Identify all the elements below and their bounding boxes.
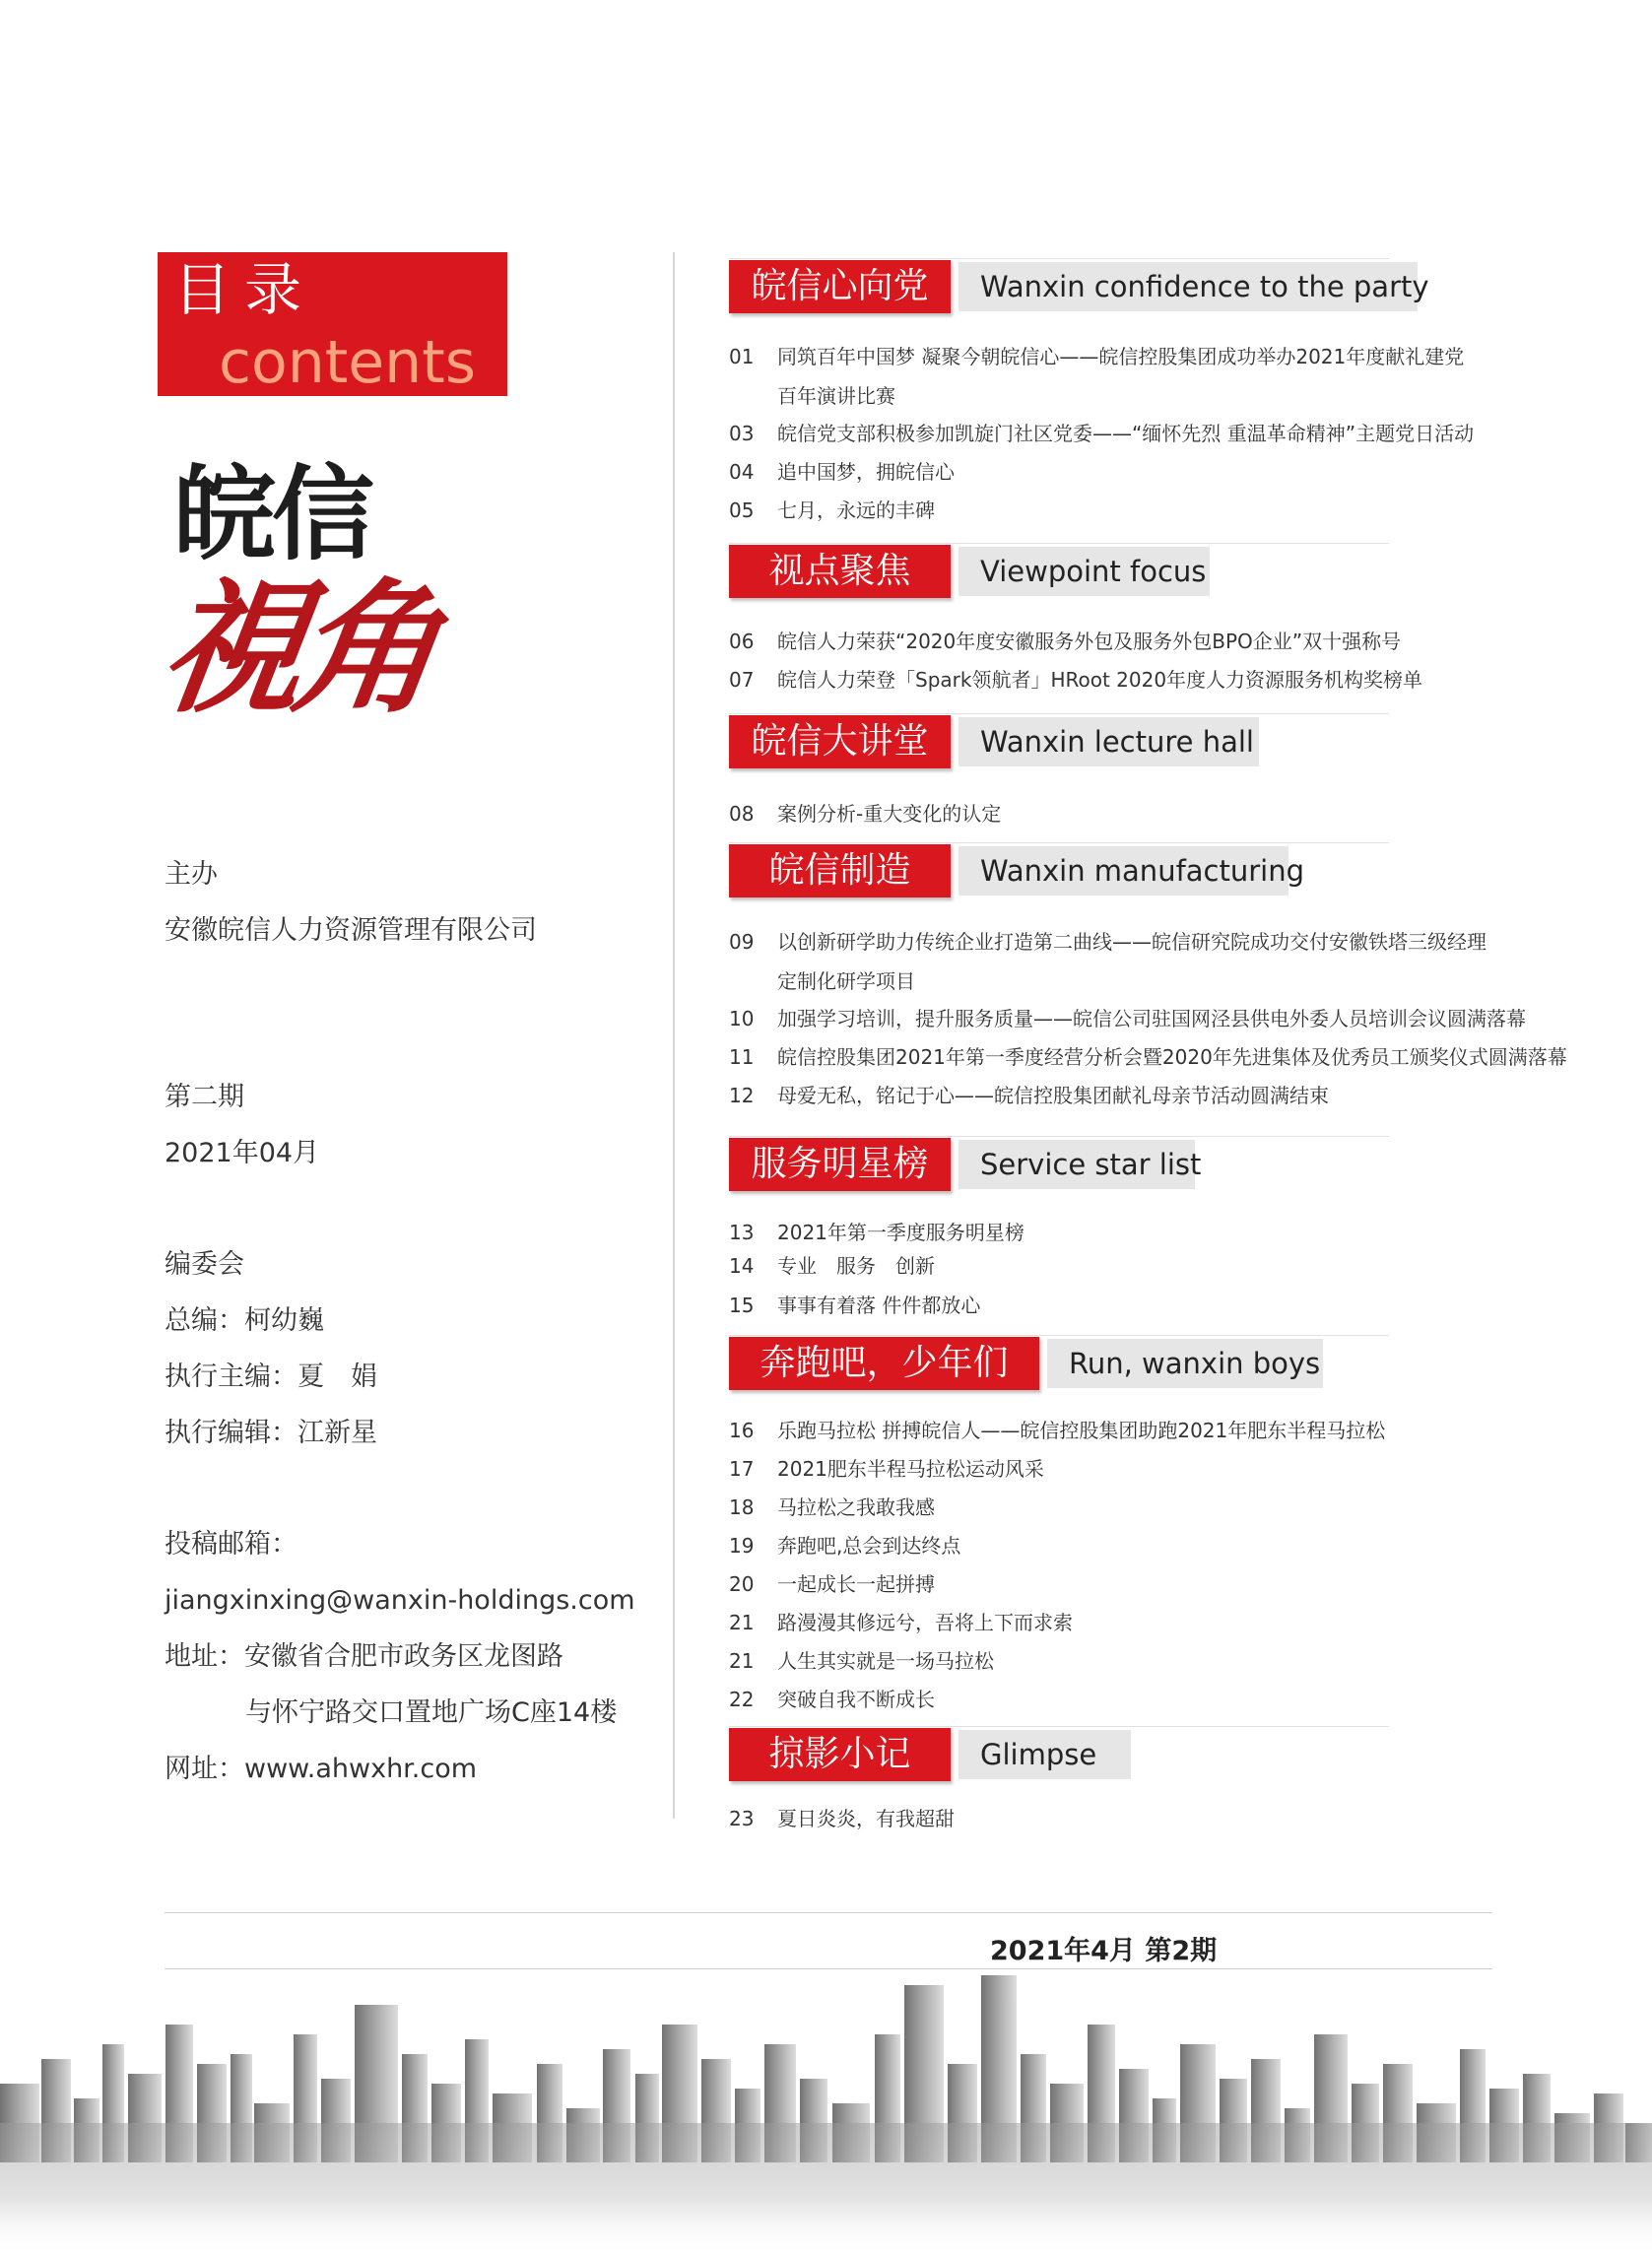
toc-item-title[interactable]: 皖信控股集团2021年第一季度经营分析会暨2020年先进集体及优秀员工颁奖仪式圆满落幕	[777, 1045, 1567, 1069]
footer-top-rule	[165, 1912, 1492, 1913]
toc-item-number: 16	[729, 1419, 755, 1442]
toc-item-title[interactable]: 一起成长一起拼搏	[777, 1572, 935, 1596]
toc-item-number: 05	[729, 498, 755, 522]
toc-item-number: 14	[729, 1254, 755, 1278]
issue-date: 2021年04月	[165, 1138, 320, 1168]
logo-wanxin: 皖信	[173, 454, 371, 574]
toc-item-title[interactable]: 乐跑马拉松 拼搏皖信人——皖信控股集团助跑2021年肥东半程马拉松	[777, 1419, 1386, 1442]
section-top-rule	[729, 543, 1389, 544]
toc-item-number: 04	[729, 460, 755, 484]
toc-item-title[interactable]: 2021肥东半程马拉松运动风采	[777, 1457, 1044, 1481]
section-title-cn: 奔跑吧，少年们	[729, 1337, 1039, 1390]
toc-item-number: 09	[729, 930, 755, 954]
contents-title-cn: 目录	[173, 256, 316, 323]
section-title-en: Wanxin lecture hall	[958, 717, 1259, 766]
email-label: 投稿邮箱：	[165, 1529, 297, 1560]
section-top-rule	[729, 713, 1389, 714]
address-line1: 地址：安徽省合肥市政务区龙图路	[165, 1641, 563, 1672]
toc-item-title-continued[interactable]: 百年演讲比赛	[777, 384, 895, 408]
section-top-rule	[729, 1335, 1389, 1336]
section-top-rule	[729, 842, 1389, 843]
section-top-rule	[729, 258, 1389, 259]
toc-item-number: 17	[729, 1457, 755, 1481]
section-title-cn: 皖信大讲堂	[729, 715, 951, 768]
section-title-en: Glimpse	[958, 1730, 1131, 1779]
executive-editor: 执行编辑：江新星	[165, 1418, 377, 1448]
toc-item-number: 11	[729, 1045, 755, 1069]
toc-item-number: 22	[729, 1688, 755, 1711]
toc-item-title[interactable]: 同筑百年中国梦 凝聚今朝皖信心——皖信控股集团成功举办2021年度献礼建党	[777, 345, 1465, 368]
logo-shijiao-calligraphy: 視角	[150, 564, 442, 733]
toc-item-title[interactable]: 人生其实就是一场马拉松	[777, 1649, 994, 1673]
toc-item-title[interactable]: 马拉松之我敢我感	[777, 1495, 935, 1519]
toc-item-title[interactable]: 案例分析-重大变化的认定	[777, 802, 1002, 826]
toc-item-number: 10	[729, 1007, 755, 1030]
publisher-label: 主办	[165, 859, 218, 890]
contents-title-en: contents	[219, 328, 476, 397]
section-title-en: Viewpoint focus	[958, 547, 1210, 596]
toc-item-title[interactable]: 皖信人力荣登「Spark领航者」HRoot 2020年度人力资源服务机构奖榜单	[777, 668, 1423, 692]
toc-item-title[interactable]: 2021年第一季度服务明星榜	[777, 1221, 1024, 1244]
website[interactable]: 网址：www.ahwxhr.com	[165, 1754, 478, 1784]
toc-item-number: 20	[729, 1572, 755, 1596]
toc-item-number: 15	[729, 1294, 755, 1317]
toc-item-number: 06	[729, 630, 755, 653]
section-title-cn: 皖信制造	[729, 844, 951, 897]
column-divider	[673, 252, 675, 1819]
toc-item-title[interactable]: 七月，永远的丰碑	[777, 498, 935, 522]
section-title-en: Service star list	[958, 1140, 1195, 1189]
toc-item-title[interactable]: 追中国梦，拥皖信心	[777, 460, 955, 484]
toc-item-title[interactable]: 事事有着落 件件都放心	[777, 1294, 981, 1317]
section-top-rule	[729, 1726, 1389, 1727]
toc-item-number: 18	[729, 1495, 755, 1519]
toc-item-title[interactable]: 母爱无私，铭记于心——皖信控股集团献礼母亲节活动圆满结束	[777, 1084, 1329, 1107]
section-title-en: Wanxin manufacturing	[958, 846, 1289, 896]
toc-item-title[interactable]: 奔跑吧,总会到达终点	[777, 1534, 961, 1558]
toc-item-title[interactable]: 夏日炎炎，有我超甜	[777, 1807, 955, 1830]
section-title-cn: 皖信心向党	[729, 260, 951, 313]
editor-in-chief: 总编：柯幼巍	[165, 1305, 324, 1336]
toc-item-title[interactable]: 以创新研学助力传统企业打造第二曲线——皖信研究院成功交付安徽铁塔三级经理	[777, 930, 1487, 954]
footer-issue-date: 2021年4月 第2期	[990, 1936, 1218, 1966]
city-skyline-illustration	[0, 1965, 1652, 2258]
section-title-cn: 服务明星榜	[729, 1138, 951, 1191]
toc-item-title-continued[interactable]: 定制化研学项目	[777, 969, 915, 993]
toc-item-number: 03	[729, 422, 755, 445]
toc-item-number: 07	[729, 668, 755, 692]
toc-item-title[interactable]: 突破自我不断成长	[777, 1688, 935, 1711]
toc-item-title[interactable]: 专业 服务 创新	[777, 1254, 935, 1278]
email-address[interactable]: jiangxinxing@wanxin-holdings.com	[165, 1585, 635, 1616]
section-title-cn: 掠影小记	[729, 1728, 951, 1781]
toc-item-title[interactable]: 加强学习培训，提升服务质量——皖信公司驻国网泾县供电外委人员培训会议圆满落幕	[777, 1007, 1526, 1030]
toc-item-number: 12	[729, 1084, 755, 1107]
section-title-en: Run, wanxin boys	[1047, 1339, 1323, 1388]
publisher-name: 安徽皖信人力资源管理有限公司	[165, 915, 537, 946]
issue-label: 第二期	[165, 1082, 244, 1112]
toc-item-number: 08	[729, 802, 755, 826]
executive-chief-editor: 执行主编：夏 娟	[165, 1361, 377, 1392]
toc-item-number: 13	[729, 1221, 755, 1244]
toc-item-number: 21	[729, 1649, 755, 1673]
toc-item-number: 21	[729, 1611, 755, 1634]
toc-item-title[interactable]: 皖信党支部积极参加凯旋门社区党委——“缅怀先烈 重温革命精神”主题党日活动	[777, 422, 1475, 445]
toc-item-number: 23	[729, 1807, 755, 1830]
address-line2: 与怀宁路交口置地广场C座14楼	[245, 1697, 618, 1728]
section-top-rule	[729, 1136, 1389, 1137]
section-title-cn: 视点聚焦	[729, 545, 951, 598]
section-title-en: Wanxin confidence to the party	[958, 262, 1418, 311]
editorial-label: 编委会	[165, 1249, 244, 1280]
toc-item-title[interactable]: 皖信人力荣获“2020年度安徽服务外包及服务外包BPO企业”双十强称号	[777, 630, 1402, 653]
toc-item-number: 19	[729, 1534, 755, 1558]
toc-item-title[interactable]: 路漫漫其修远兮，吾将上下而求索	[777, 1611, 1073, 1634]
toc-item-number: 01	[729, 345, 755, 368]
